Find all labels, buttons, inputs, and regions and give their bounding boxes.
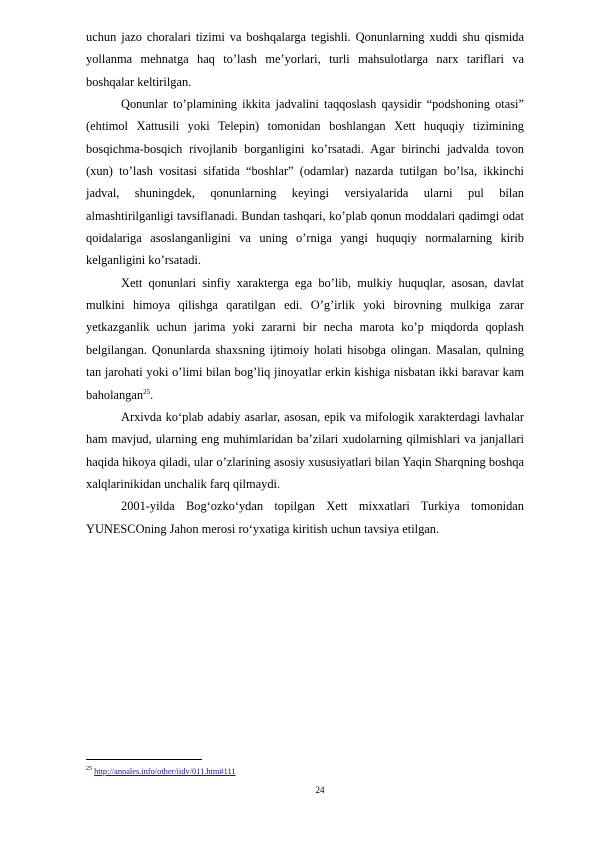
footnote-divider: [86, 759, 202, 760]
footnote-link[interactable]: http://annales.info/other/iidv/011.htm#111: [94, 767, 236, 776]
paragraph-3: [86, 272, 524, 406]
paragraph-2: [86, 93, 524, 272]
paragraph-5: [86, 495, 524, 540]
footnote-reference[interactable]: 25: [143, 387, 151, 396]
main-text: [86, 26, 524, 540]
footnote-mark: 25: [86, 766, 92, 773]
paragraph-1-text: uchun jazo choralari tizimi va boshqalarga tegishli. Qonunlarning xuddi shu qismida yollanma mehnatga haq to’lash me’yorlari, turli mahsulotlarga narx tariflari va boshqalar keltirilgan.: [86, 30, 524, 89]
paragraph-4: [86, 406, 524, 495]
paragraph-2-text: Qonunlar to’plamining ikkita jadvalini taqqoslash qaysidir “podshoning otasi” (ehtimol Xattusili yoki Telepin) tomonidan boshlangan Xett huquqiy tizimining bosqichma-bosqich rivojlanib borganligini ko’rsatadi. Agar birinchi jadvalda tovon (xun) to’lash vositasi sifatida “boshlar” (odamlar) nazarda tutilgan bo’lsa, ikkinchi jadval, shuningdek, qonunlarning keyingi versiyalarida ularni pul bilan almashtirilganligi tavsiflanadi. Bundan tashqari, ko’plab qonun moddalari qadimgi odat qoidalariga asoslanganligini va uning o’rniga yangi huquqiy normalarning kirib kelganligini ko’rsatadi.: [86, 97, 524, 268]
paragraph-4-text: Arxivda ko‘plab adabiy asarlar, asosan, epik va mifologik xarakterdagi lavhalar ham mavjud, ularning eng muhimlaridan ba’zilari xudolarning qilmishlari va janjallari haqida hikoya qiladi, ular o’zlarining asosiy xususiyatlari bilan Yaqin Sharqning boshqa xalqlarinikidan unchalik farq qilmaydi.: [86, 409, 524, 491]
paragraph-3-tail: .: [150, 387, 154, 402]
footnote: [86, 766, 236, 777]
paragraph-3-text: Xett qonunlari sinfiy xarakterga ega bo’lib, mulkiy huquqlar, asosan, davlat mulkini himoya qilishga qaratilgan edi. O’g’irlik yoki birovning mulkiga zarar yetkazganlik uchun jarima yoki zararni bir necha marota ko’p miqdorda qoplash belgilangan. Qonunlarda shaxsning ijtimoiy holati hisobga olingan. Masalan, qulning tan jarohati yoki o’limi bilan bog’liq jinoyatlar erkin kishiga nisbatan ikki baravar kam baholangan: [86, 275, 524, 402]
paragraph-1: [86, 26, 524, 93]
paragraph-5-text: 2001-yilda Bog‘ozko‘ydan topilgan Xett mixxatlari Turkiya tomonidan YUNESCOning Jahon merosi ro‘yxatiga kiritish uchun tavsiya etilgan.: [86, 499, 524, 536]
page-number: 24: [315, 785, 325, 795]
